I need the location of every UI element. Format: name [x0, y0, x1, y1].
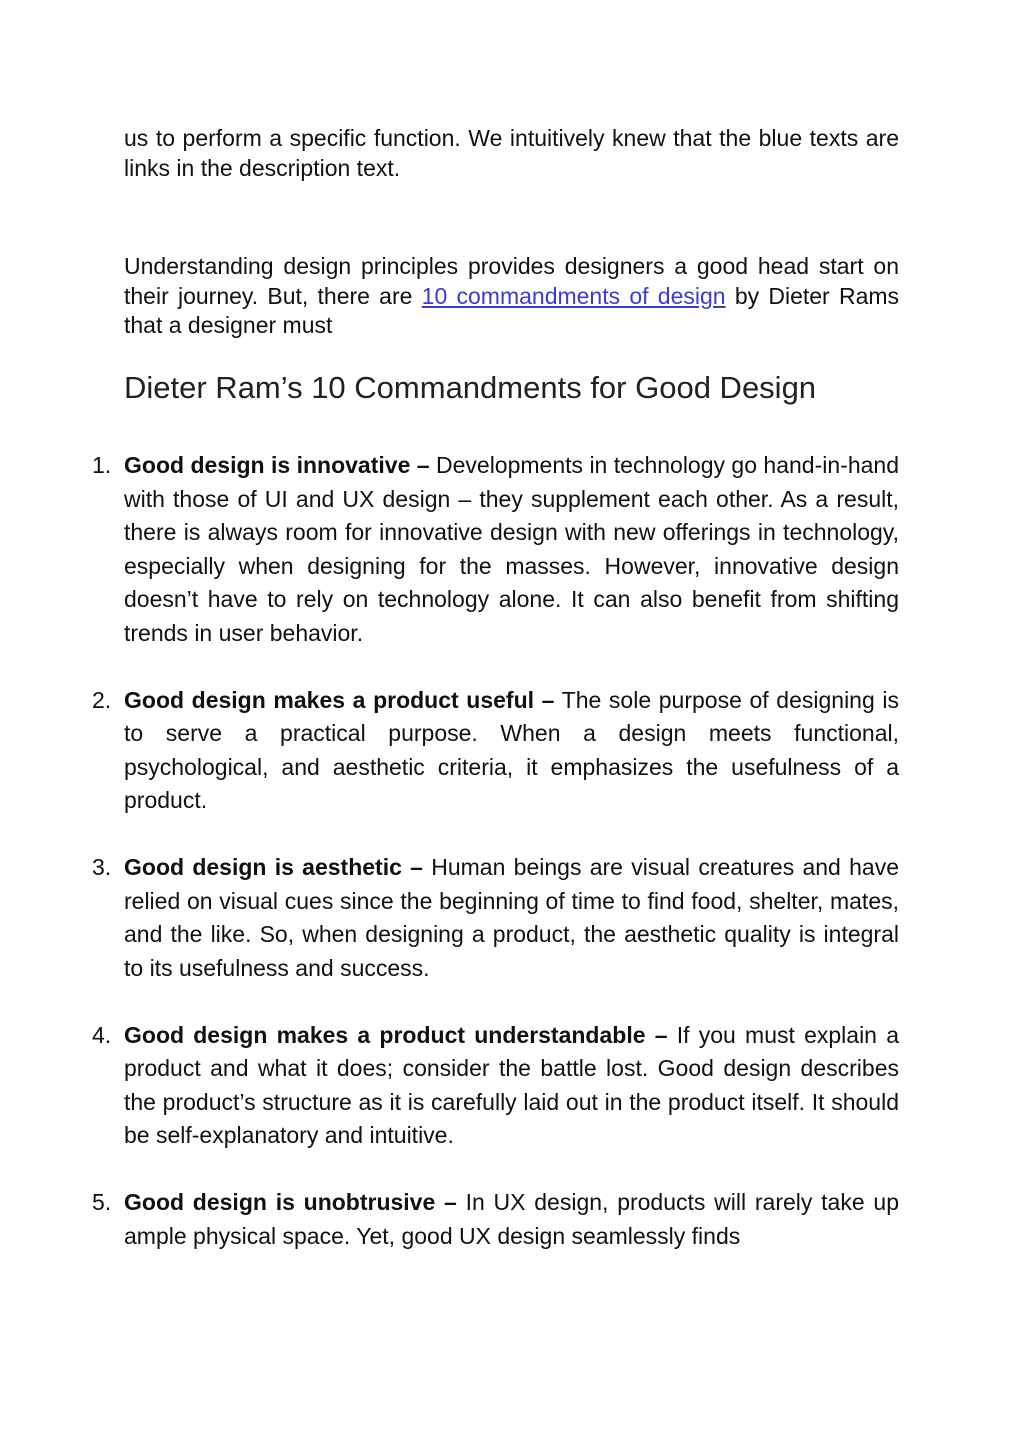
commandment-title: Good design is aesthetic – — [124, 854, 423, 880]
commandments-of-design-link[interactable]: 10 commandments of design — [421, 282, 726, 309]
commandment-body: Human beings are visual creatures and have relied on visual cues since the beginning of time to find food, shelter, mates, and the like. So, when designing a product, the aesthetic quality is integral to its usefulness and success. — [124, 854, 899, 981]
commandment-body: Developments in technology go hand-in-hand with those of UI and UX design – they supplement each other. As a result, there is always room for innovative design with new offerings in technology, especially when designing for the masses. However, innovative design doesn’t have to rely on technology alone. It can also benefit from shifting trends in user behavior. — [124, 452, 899, 646]
commandment-title: Good design makes a product useful – — [124, 686, 555, 713]
understanding-text-before-link: Understanding design principles provides designers a good head start on their journey. But, there are — [124, 253, 899, 309]
commandment-title: Good design is unobtrusive – — [124, 1189, 457, 1215]
commandment-title: Good design is innovative – — [124, 452, 430, 478]
intro-paragraph-tail: us to perform a specific function. We intuitively knew that the blue texts are links in the description text. — [124, 125, 899, 181]
commandment-item-4 — [92, 1019, 899, 1153]
commandment-body: The sole purpose of designing is to serve a practical purpose. When a design meets functional, psychological, and aesthetic criteria, it emphasizes the usefulness of a product. — [124, 686, 899, 813]
commandment-body: In UX design, products will rarely take up ample physical space. Yet, good UX design seamlessly finds — [124, 1189, 899, 1249]
commandment-number: 1. — [92, 452, 112, 478]
commandments-heading: Dieter Ram’s 10 Commandments for Good Design — [124, 370, 817, 405]
commandment-number: 3. — [92, 854, 112, 880]
commandment-number: 4. — [92, 1021, 112, 1048]
commandment-item-3 — [92, 851, 899, 985]
commandment-body: If you must explain a product and what it does; consider the battle lost. Good design describes the product’s structure as it is carefully laid out in the product itself. It should be self-explanatory and intuitive. — [124, 1021, 899, 1148]
commandments-list — [92, 449, 899, 1287]
commandment-title: Good design makes a product understandable – — [124, 1021, 668, 1048]
commandment-number: 2. — [92, 686, 112, 713]
understanding-text-after-link: by Dieter Rams that a designer must — [124, 282, 900, 338]
commandment-item-5 — [92, 1186, 899, 1253]
commandment-item-1 — [92, 449, 899, 650]
understanding-paragraph — [124, 252, 899, 341]
commandment-item-2 — [92, 684, 899, 818]
commandment-number: 5. — [92, 1189, 112, 1215]
